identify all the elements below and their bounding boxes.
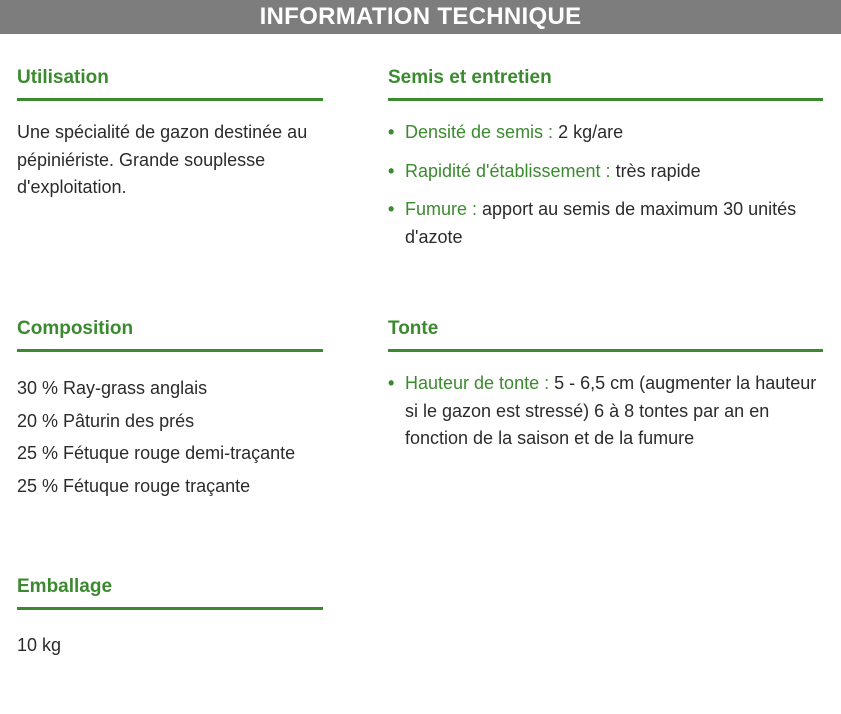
list-item: [388, 196, 823, 251]
list-item: 25 % Fétuque rouge demi-traçante: [17, 443, 296, 463]
item-label: Hauteur de tonte :: [405, 373, 550, 393]
section-heading-composition: Composition: [17, 318, 323, 352]
section-heading-utilisation: Utilisation: [17, 67, 323, 101]
section-utilisation: [17, 67, 323, 202]
item-value: 2 kg/are: [553, 122, 624, 142]
section-semis: [388, 67, 823, 262]
header-banner: [0, 0, 841, 34]
item-value: très rapide: [610, 160, 701, 181]
emballage-text: 10 kg: [17, 635, 62, 655]
item-label: Rapidité d'établissement :: [405, 160, 611, 181]
semis-list: [388, 119, 823, 251]
list-item: 20 % Pâturin des prés: [17, 410, 195, 431]
list-item: [388, 119, 823, 147]
list-item: 25 % Fétuque rouge traçante: [17, 475, 251, 496]
item-label: Fumure :: [405, 199, 478, 219]
section-heading-tonte: Tonte: [388, 318, 823, 352]
section-tonte: [388, 318, 823, 464]
item-label: Densité de semis :: [405, 122, 554, 142]
page-title: INFORMATION TECHNIQUE: [259, 3, 582, 30]
utilisation-text: Une spécialité de gazon destinée au pépiniériste. Grande souplesse d'exploitation.: [17, 122, 308, 197]
section-emballage: [17, 576, 323, 660]
section-heading-emballage: Emballage: [17, 576, 323, 610]
section-composition: [17, 318, 323, 502]
item-value: apport au semis de maximum 30 unités d'azote: [405, 199, 797, 247]
list-item: [388, 370, 823, 453]
composition-list: [17, 372, 323, 502]
list-item: [388, 158, 823, 186]
list-item: 30 % Ray-grass anglais: [17, 378, 208, 398]
tonte-list: [388, 370, 823, 453]
section-heading-semis: Semis et entretien: [388, 67, 823, 101]
item-value: 5 - 6,5 cm (augmenter la hauteur si le gazon est stressé) 6 à 8 tontes par an en fonction de la saison et de la fumure: [405, 373, 817, 448]
